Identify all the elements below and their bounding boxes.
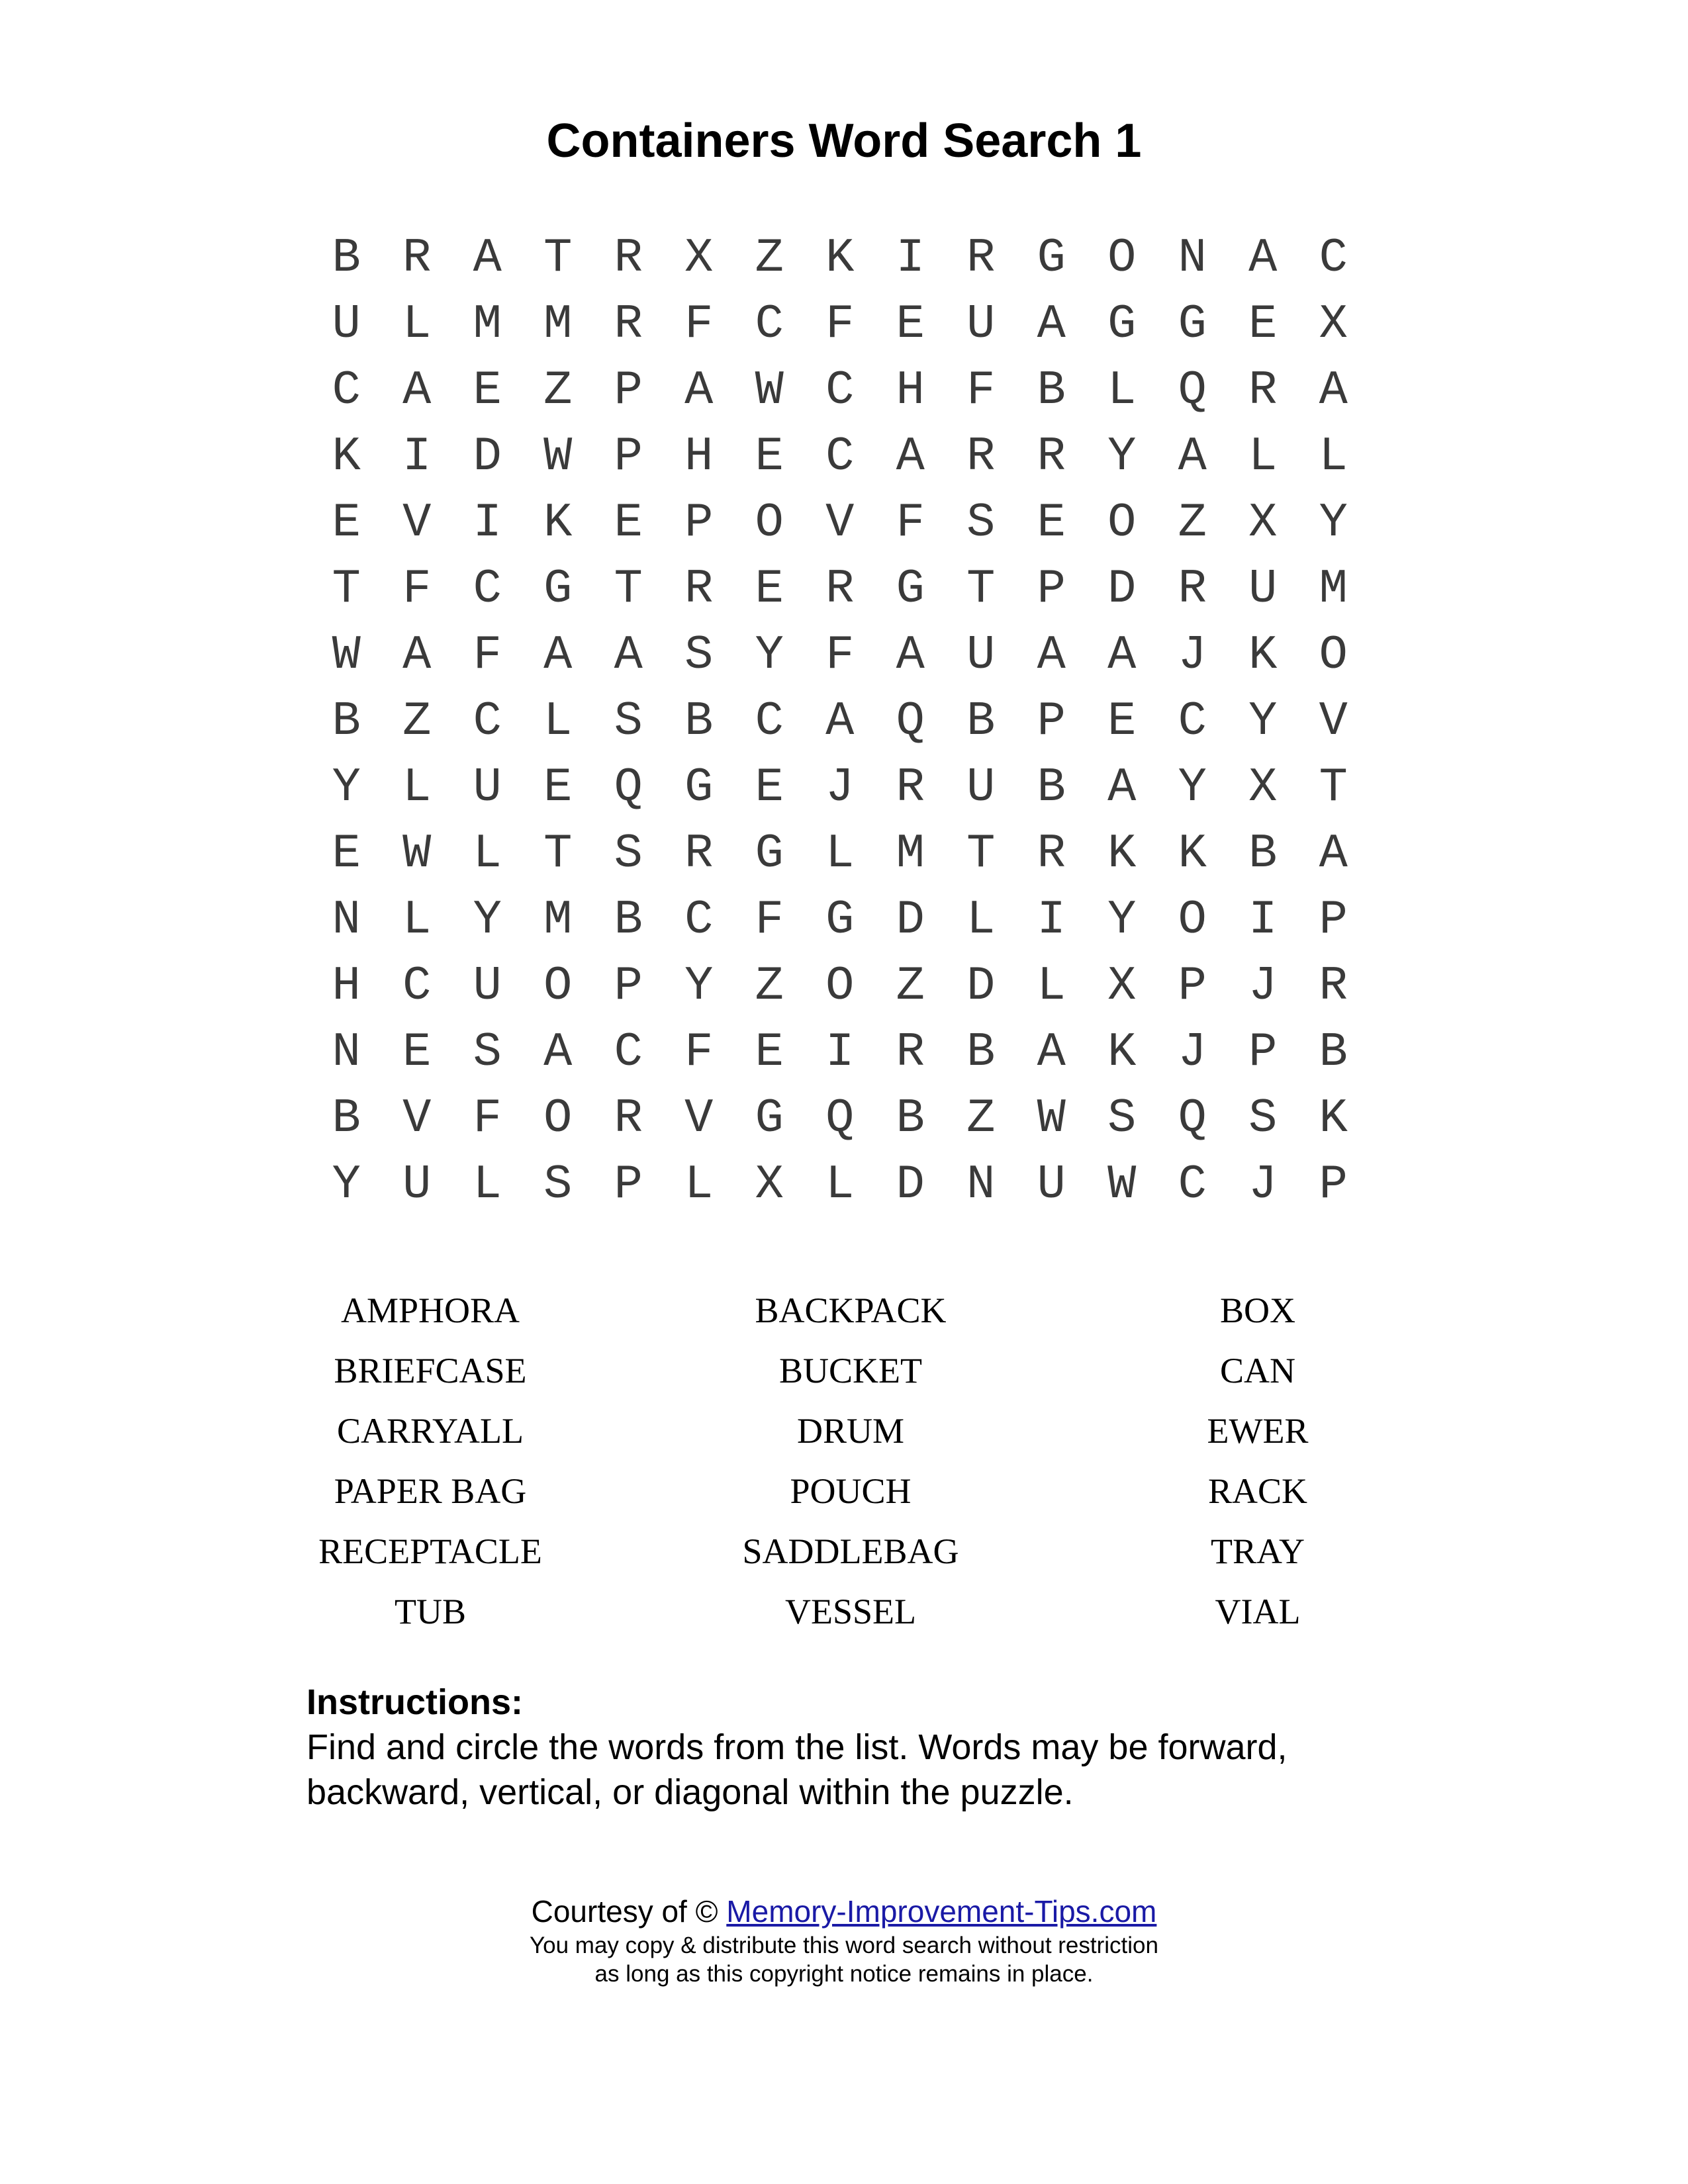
grid-row xyxy=(311,291,1383,357)
word-list-item: CARRYALL xyxy=(336,1411,524,1451)
grid-letter[interactable]: F xyxy=(755,893,784,947)
grid-letter[interactable]: F xyxy=(896,496,925,550)
grid-letter[interactable]: D xyxy=(966,959,996,1013)
grid-letter[interactable]: S xyxy=(614,827,643,881)
grid-letter[interactable]: T xyxy=(1319,760,1348,815)
grid-letter[interactable]: P xyxy=(614,1158,643,1212)
grid-letter[interactable]: A xyxy=(1037,297,1066,351)
word-list-item: VESSEL xyxy=(784,1592,917,1631)
grid-letter[interactable]: V xyxy=(825,496,855,550)
grid-row xyxy=(311,424,1383,490)
grid-letter[interactable]: L xyxy=(684,1158,714,1212)
grid-letter[interactable]: I xyxy=(1248,893,1278,947)
grid-letter[interactable]: F xyxy=(473,628,502,682)
grid-letter[interactable]: W xyxy=(755,363,784,418)
grid-letter[interactable]: R xyxy=(402,231,432,285)
grid-letter[interactable]: K xyxy=(1107,1025,1137,1079)
grid-letter[interactable]: U xyxy=(1248,562,1278,616)
word-list-item: VIAL xyxy=(1215,1592,1301,1631)
grid-letter[interactable]: D xyxy=(1107,562,1137,616)
grid-letter[interactable]: B xyxy=(332,231,361,285)
grid-letter[interactable]: S xyxy=(543,1158,573,1212)
grid-letter[interactable]: A xyxy=(543,628,573,682)
copyright-notice-line-1: You may copy & distribute this word search without restriction xyxy=(530,1933,1158,1958)
grid-letter[interactable]: U xyxy=(966,760,996,815)
word-list-item: BACKPACK xyxy=(755,1291,947,1330)
grid-letter[interactable]: Z xyxy=(755,959,784,1013)
grid-letter[interactable]: E xyxy=(755,760,784,815)
grid-letter[interactable]: C xyxy=(614,1025,643,1079)
word-list-item: TUB xyxy=(395,1592,466,1631)
grid-letter[interactable]: I xyxy=(1037,893,1066,947)
grid-letter[interactable]: S xyxy=(473,1025,502,1079)
grid-letter[interactable]: E xyxy=(332,496,361,550)
grid-letter[interactable]: R xyxy=(1037,430,1066,484)
grid-letter[interactable]: P xyxy=(1178,959,1207,1013)
grid-letter[interactable]: M xyxy=(543,297,573,351)
grid-letter[interactable]: Z xyxy=(543,363,573,418)
grid-letter[interactable]: P xyxy=(1037,562,1066,616)
grid-letter[interactable]: U xyxy=(473,760,502,815)
grid-letter[interactable]: I xyxy=(896,231,925,285)
grid-letter[interactable]: K xyxy=(543,496,573,550)
grid-letter[interactable]: K xyxy=(332,430,361,484)
grid-letter[interactable]: E xyxy=(896,297,925,351)
grid-letter[interactable]: C xyxy=(825,363,855,418)
grid-letter[interactable]: K xyxy=(1107,827,1137,881)
grid-row xyxy=(311,357,1383,424)
grid-letter[interactable]: U xyxy=(1037,1158,1066,1212)
grid-letter[interactable]: P xyxy=(1037,694,1066,749)
grid-letter[interactable]: G xyxy=(896,562,925,616)
grid-letter[interactable]: L xyxy=(402,893,432,947)
grid-letter[interactable]: S xyxy=(684,628,714,682)
grid-letter[interactable]: A xyxy=(1107,760,1137,815)
grid-letter[interactable]: N xyxy=(1178,231,1207,285)
grid-letter[interactable]: X xyxy=(1248,760,1278,815)
grid-letter[interactable]: Z xyxy=(1178,496,1207,550)
grid-letter[interactable]: A xyxy=(473,231,502,285)
grid-letter[interactable]: C xyxy=(684,893,714,947)
grid-letter[interactable]: U xyxy=(473,959,502,1013)
grid-letter[interactable]: X xyxy=(1107,959,1137,1013)
grid-letter[interactable]: R xyxy=(1319,959,1348,1013)
grid-letter[interactable]: C xyxy=(1319,231,1348,285)
grid-letter[interactable]: P xyxy=(614,430,643,484)
grid-letter[interactable]: U xyxy=(402,1158,432,1212)
grid-letter[interactable]: K xyxy=(1178,827,1207,881)
grid-letter[interactable]: U xyxy=(332,297,361,351)
grid-row xyxy=(311,622,1383,688)
grid-letter[interactable]: D xyxy=(896,893,925,947)
grid-letter[interactable]: Y xyxy=(1107,893,1137,947)
word-list-item: BRIEFCASE xyxy=(334,1351,527,1390)
grid-letter[interactable]: D xyxy=(473,430,502,484)
grid-letter[interactable]: K xyxy=(1248,628,1278,682)
grid-letter[interactable]: P xyxy=(1248,1025,1278,1079)
grid-letter[interactable]: E xyxy=(1107,694,1137,749)
grid-letter[interactable]: S xyxy=(966,496,996,550)
grid-letter[interactable]: C xyxy=(473,562,502,616)
grid-letter[interactable]: O xyxy=(1107,496,1137,550)
grid-letter[interactable]: P xyxy=(1319,1158,1348,1212)
grid-row xyxy=(311,953,1383,1019)
grid-letter[interactable]: F xyxy=(473,1091,502,1146)
word-list-item: CAN xyxy=(1219,1351,1295,1390)
grid-letter[interactable]: X xyxy=(755,1158,784,1212)
grid-letter[interactable]: O xyxy=(543,1091,573,1146)
grid-letter[interactable]: S xyxy=(1107,1091,1137,1146)
grid-letter[interactable]: R xyxy=(896,760,925,815)
grid-letter[interactable]: O xyxy=(825,959,855,1013)
grid-letter[interactable]: F xyxy=(684,297,714,351)
grid-letter[interactable]: O xyxy=(1107,231,1137,285)
grid-letter[interactable]: A xyxy=(1248,231,1278,285)
grid-letter[interactable]: Y xyxy=(1319,496,1348,550)
grid-letter[interactable]: G xyxy=(755,1091,784,1146)
grid-letter[interactable]: L xyxy=(543,694,573,749)
grid-letter[interactable]: Q xyxy=(896,694,925,749)
grid-letter[interactable]: C xyxy=(825,430,855,484)
grid-letter[interactable]: E xyxy=(473,363,502,418)
grid-letter[interactable]: Y xyxy=(1178,760,1207,815)
grid-letter[interactable]: C xyxy=(755,694,784,749)
grid-letter[interactable]: A xyxy=(1319,363,1348,418)
grid-letter[interactable]: F xyxy=(966,363,996,418)
grid-letter[interactable]: L xyxy=(1319,430,1348,484)
grid-letter[interactable]: B xyxy=(684,694,714,749)
grid-letter[interactable]: A xyxy=(402,628,432,682)
grid-letter[interactable]: Y xyxy=(684,959,714,1013)
grid-letter[interactable]: R xyxy=(614,297,643,351)
grid-letter[interactable]: W xyxy=(543,430,573,484)
grid-letter[interactable]: B xyxy=(896,1091,925,1146)
grid-letter[interactable]: A xyxy=(402,363,432,418)
grid-letter[interactable]: B xyxy=(1037,363,1066,418)
grid-letter[interactable]: H xyxy=(684,430,714,484)
grid-letter[interactable]: L xyxy=(1037,959,1066,1013)
grid-letter[interactable]: Z xyxy=(755,231,784,285)
grid-letter[interactable]: Q xyxy=(614,760,643,815)
grid-letter[interactable]: L xyxy=(402,297,432,351)
grid-letter[interactable]: Z xyxy=(966,1091,996,1146)
grid-letter[interactable]: R xyxy=(825,562,855,616)
grid-letter[interactable]: I xyxy=(473,496,502,550)
grid-letter[interactable]: O xyxy=(543,959,573,1013)
instructions-heading: Instructions: xyxy=(306,1682,524,1722)
grid-letter[interactable]: Q xyxy=(825,1091,855,1146)
grid-letter[interactable]: E xyxy=(402,1025,432,1079)
grid-letter[interactable]: P xyxy=(684,496,714,550)
grid-row xyxy=(311,1085,1383,1152)
grid-letter[interactable]: K xyxy=(1319,1091,1348,1146)
grid-letter[interactable]: G xyxy=(543,562,573,616)
grid-letter[interactable]: Y xyxy=(1248,694,1278,749)
page-title: Containers Word Search 1 xyxy=(546,114,1142,167)
grid-letter[interactable]: E xyxy=(332,827,361,881)
grid-row xyxy=(311,490,1383,556)
instructions xyxy=(306,1680,1432,1815)
grid-letter[interactable]: C xyxy=(332,363,361,418)
grid-letter[interactable]: T xyxy=(332,562,361,616)
grid-letter[interactable]: R xyxy=(614,1091,643,1146)
grid-letter[interactable]: C xyxy=(402,959,432,1013)
grid-letter[interactable]: E xyxy=(614,496,643,550)
grid-letter[interactable]: T xyxy=(543,231,573,285)
grid-letter[interactable]: L xyxy=(825,1158,855,1212)
courtesy-prefix: Courtesy of © xyxy=(531,1894,718,1929)
grid-letter[interactable]: H xyxy=(896,363,925,418)
grid-letter[interactable]: T xyxy=(543,827,573,881)
grid-letter[interactable]: E xyxy=(755,562,784,616)
grid-letter[interactable]: X xyxy=(1319,297,1348,351)
grid-letter[interactable]: W xyxy=(332,628,361,682)
grid-letter[interactable]: N xyxy=(966,1158,996,1212)
grid-letter[interactable]: A xyxy=(1107,628,1137,682)
grid-letter[interactable]: B xyxy=(1037,760,1066,815)
grid-letter[interactable]: L xyxy=(402,760,432,815)
grid-letter[interactable]: Y xyxy=(332,1158,361,1212)
grid-letter[interactable]: B xyxy=(966,694,996,749)
grid-letter[interactable]: C xyxy=(1178,1158,1207,1212)
grid-letter[interactable]: P xyxy=(614,363,643,418)
grid-letter[interactable]: V xyxy=(402,496,432,550)
word-list xyxy=(278,1281,1470,1642)
grid-row xyxy=(311,887,1383,953)
word-list-item: AMPHORA xyxy=(340,1291,520,1330)
grid-letter[interactable]: L xyxy=(473,827,502,881)
grid-row xyxy=(311,225,1383,291)
grid-letter[interactable]: B xyxy=(614,893,643,947)
grid-letter[interactable]: O xyxy=(755,496,784,550)
grid-row xyxy=(311,1152,1383,1218)
grid-letter[interactable]: R xyxy=(966,430,996,484)
grid-letter[interactable]: V xyxy=(402,1091,432,1146)
grid-letter[interactable]: B xyxy=(332,694,361,749)
grid-letter[interactable]: C xyxy=(755,297,784,351)
grid-row xyxy=(311,688,1383,754)
instructions-body: Find and circle the words from the list. Words may be forward, backward, vertical, or diagonal within the puzzle. xyxy=(306,1727,1288,1812)
grid-row xyxy=(311,821,1383,887)
grid-letter[interactable]: O xyxy=(1319,628,1348,682)
grid-row xyxy=(311,1019,1383,1085)
word-list-item: BUCKET xyxy=(779,1351,922,1390)
grid-letter[interactable]: G xyxy=(1107,297,1137,351)
grid-letter[interactable]: P xyxy=(614,959,643,1013)
word-list-item: PAPER BAG xyxy=(334,1471,527,1511)
grid-letter[interactable]: G xyxy=(1178,297,1207,351)
grid-letter[interactable]: N xyxy=(332,893,361,947)
grid-letter[interactable]: B xyxy=(1248,827,1278,881)
grid-letter[interactable]: G xyxy=(755,827,784,881)
grid-letter[interactable]: G xyxy=(825,893,855,947)
word-list-item: BOX xyxy=(1219,1291,1295,1330)
grid-letter[interactable]: M xyxy=(1319,562,1348,616)
grid-letter[interactable]: J xyxy=(1178,1025,1207,1079)
grid-letter[interactable]: U xyxy=(966,297,996,351)
word-list-item: EWER xyxy=(1207,1411,1309,1451)
grid-letter[interactable]: A xyxy=(1319,827,1348,881)
grid-letter[interactable]: L xyxy=(1107,363,1137,418)
grid-letter[interactable]: T xyxy=(966,562,996,616)
word-list-item: DRUM xyxy=(796,1411,905,1451)
copyright-notice-line-2: as long as this copyright notice remains in place. xyxy=(594,1961,1094,1987)
grid-letter[interactable]: R xyxy=(1178,562,1207,616)
grid-letter[interactable]: L xyxy=(966,893,996,947)
grid-letter[interactable]: T xyxy=(614,562,643,616)
grid-letter[interactable]: Q xyxy=(1178,363,1207,418)
word-list-item: SADDLEBAG xyxy=(742,1531,959,1571)
grid-letter[interactable]: V xyxy=(684,1091,714,1146)
grid-letter[interactable]: Y xyxy=(332,760,361,815)
grid-letter[interactable]: N xyxy=(332,1025,361,1079)
grid-letter[interactable]: S xyxy=(614,694,643,749)
grid-letter[interactable]: E xyxy=(1248,297,1278,351)
grid-letter[interactable]: M xyxy=(473,297,502,351)
grid-letter[interactable]: B xyxy=(966,1025,996,1079)
footer xyxy=(0,1891,1688,1988)
grid-letter[interactable]: R xyxy=(684,827,714,881)
grid-letter[interactable]: O xyxy=(1178,893,1207,947)
grid-letter[interactable]: Z xyxy=(402,694,432,749)
grid-letter[interactable]: R xyxy=(684,562,714,616)
grid-letter[interactable]: J xyxy=(825,760,855,815)
word-list-item: RECEPTACLE xyxy=(318,1531,542,1571)
grid-letter[interactable]: A xyxy=(614,628,643,682)
grid-letter[interactable]: G xyxy=(684,760,714,815)
grid-letter[interactable]: A xyxy=(1037,1025,1066,1079)
grid-letter[interactable]: C xyxy=(1178,694,1207,749)
grid-letter[interactable]: C xyxy=(473,694,502,749)
grid-letter[interactable]: K xyxy=(825,231,855,285)
grid-letter[interactable]: J xyxy=(1248,959,1278,1013)
grid-letter[interactable]: Q xyxy=(1178,1091,1207,1146)
grid-letter[interactable]: M xyxy=(896,827,925,881)
grid-letter[interactable]: E xyxy=(1037,496,1066,550)
grid-letter[interactable]: E xyxy=(755,430,784,484)
grid-letter[interactable]: X xyxy=(684,231,714,285)
puzzle-grid[interactable] xyxy=(311,225,1383,1218)
grid-letter[interactable]: A xyxy=(1178,430,1207,484)
grid-letter[interactable]: F xyxy=(825,297,855,351)
grid-letter[interactable]: A xyxy=(896,628,925,682)
grid-letter[interactable]: B xyxy=(332,1091,361,1146)
grid-letter[interactable]: L xyxy=(825,827,855,881)
grid-letter[interactable]: P xyxy=(1319,893,1348,947)
grid-letter[interactable]: R xyxy=(966,231,996,285)
grid-letter[interactable]: L xyxy=(473,1158,502,1212)
grid-letter[interactable]: W xyxy=(402,827,432,881)
grid-letter[interactable]: W xyxy=(1037,1091,1066,1146)
grid-letter[interactable]: M xyxy=(543,893,573,947)
grid-letter[interactable]: Y xyxy=(755,628,784,682)
grid-letter[interactable]: R xyxy=(1037,827,1066,881)
grid-row xyxy=(311,556,1383,622)
grid-letter[interactable]: E xyxy=(755,1025,784,1079)
grid-letter[interactable]: R xyxy=(896,1025,925,1079)
grid-letter[interactable]: F xyxy=(825,628,855,682)
grid-letter[interactable]: Y xyxy=(1107,430,1137,484)
grid-letter[interactable]: A xyxy=(896,430,925,484)
courtesy-line xyxy=(0,1891,1688,1931)
grid-letter[interactable]: A xyxy=(543,1025,573,1079)
grid-letter[interactable]: F xyxy=(684,1025,714,1079)
grid-letter[interactable]: D xyxy=(896,1158,925,1212)
grid-letter[interactable]: F xyxy=(402,562,432,616)
grid-letter[interactable]: T xyxy=(966,827,996,881)
grid-letter[interactable]: W xyxy=(1107,1158,1137,1212)
grid-letter[interactable]: L xyxy=(1248,430,1278,484)
grid-letter[interactable]: E xyxy=(543,760,573,815)
grid-letter[interactable]: H xyxy=(332,959,361,1013)
grid-letter[interactable]: X xyxy=(1248,496,1278,550)
grid-letter[interactable]: Y xyxy=(473,893,502,947)
grid-letter[interactable]: A xyxy=(684,363,714,418)
grid-letter[interactable]: I xyxy=(402,430,432,484)
word-list-item: RACK xyxy=(1207,1471,1308,1511)
grid-letter[interactable]: V xyxy=(1319,694,1348,749)
grid-letter[interactable]: Z xyxy=(896,959,925,1013)
word-list-item: TRAY xyxy=(1210,1531,1305,1571)
grid-letter[interactable]: A xyxy=(1037,628,1066,682)
grid-letter[interactable]: B xyxy=(1319,1025,1348,1079)
grid-letter[interactable]: S xyxy=(1248,1091,1278,1146)
grid-letter[interactable]: J xyxy=(1248,1158,1278,1212)
grid-letter[interactable]: I xyxy=(825,1025,855,1079)
grid-letter[interactable]: A xyxy=(825,694,855,749)
grid-row xyxy=(311,754,1383,821)
grid-letter[interactable]: U xyxy=(966,628,996,682)
grid-letter[interactable]: R xyxy=(1248,363,1278,418)
grid-letter[interactable]: J xyxy=(1178,628,1207,682)
grid-letter[interactable]: G xyxy=(1037,231,1066,285)
grid-letter[interactable]: R xyxy=(614,231,643,285)
site-link[interactable]: Memory-Improvement-Tips.com xyxy=(726,1894,1157,1929)
word-list-item: POUCH xyxy=(790,1471,912,1511)
